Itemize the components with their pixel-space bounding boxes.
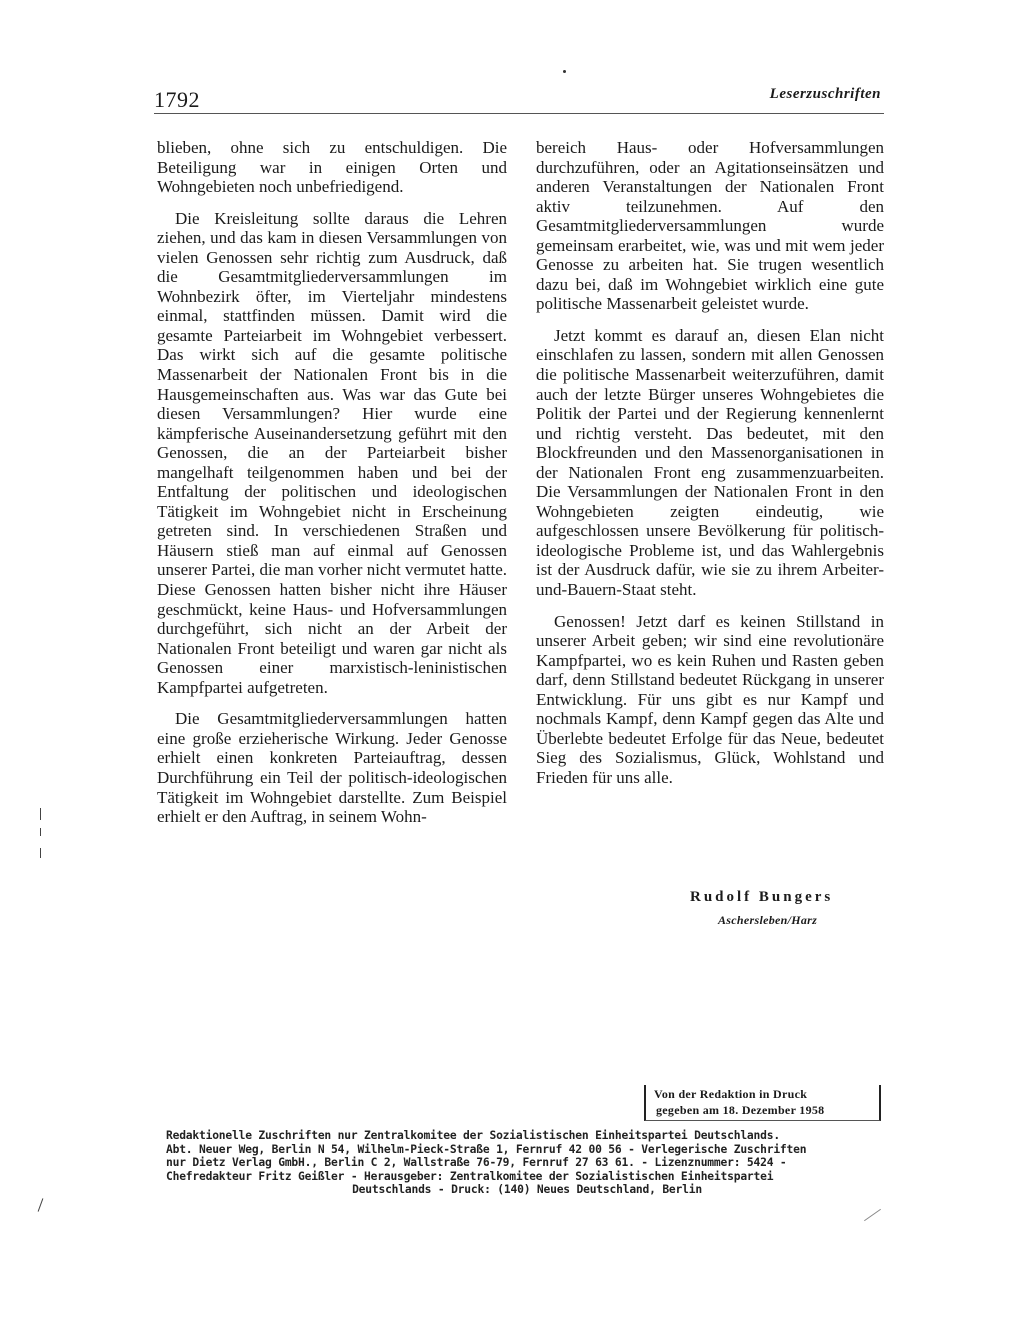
left-text-column <box>157 138 507 827</box>
scan-mark <box>40 828 41 836</box>
paragraph: Die Kreisleitung sollte daraus die Lehren ziehen, und das kam in diesen Versammlungen von vielen Genossen sehr richtig zum Ausdruck, daß die Gesamtmitgliederversammlungen im Wohnbezirk öfter, im Vierteljahr mindestens einmal, stattfinden müssen. Damit wird die gesamte Parteiarbeit im Wohngebiet verbessert. Das wirkt sich auf die gesamte politische Massenarbeit der Nationalen Front bis in die Hausgemeinschaften aus. Was war das Gute bei diesen Versammlungen? Hier wurde eine kämpferische Auseinandersetzung geführt mit den Genossen, die an der Parteiarbeit bisher mangelhaft teilgenommen haben und bei der Entfaltung der politischen und ideologischen Tätigkeit im Wohngebiet nicht in Erscheinung getreten sind. In verschiedenen Straßen und Häusern stieß man auf einmal auf Genossen unserer Partei, die man vorher nicht vermutet hatte. Diese Genossen hatten bisher nicht ihre Häuser geschmückt, keine Haus- und Hofversammlungen durchgeführt, sich nicht an der Arbeit der Nationalen Front beteiligt und waren gar nicht als Genossen einer marxistisch-leninistischen Kampfpartei aufgetreten. <box>157 208 507 697</box>
imprint-line: Deutschlands - Druck: (140) Neues Deutschland, Berlin <box>352 1183 702 1196</box>
scan-mark <box>40 848 41 858</box>
imprint-line: Abt. Neuer Weg, Berlin N 54, Wilhelm-Pieck-Straße 1, Fernruf 42 00 56 - Verlegerische Zuschriften <box>166 1142 807 1156</box>
imprint-line: Redaktionelle Zuschriften nur Zentralkomitee der Sozialistischen Einheitspartei Deutschlands. <box>166 1129 780 1142</box>
print-notice-line: gegeben am 18. Dezember 1958 <box>656 1103 825 1117</box>
scan-mark <box>864 1209 881 1221</box>
imprint-line: Chefredakteur Fritz Geißler - Herausgeber: Zentralkomitee der Sozialistischen Einheitspartei <box>166 1169 774 1183</box>
right-text-column <box>536 138 884 800</box>
scan-mark <box>40 808 41 820</box>
paragraph: blieben, ohne sich zu entschuldigen. Die Beteiligung war in einigen Orten und Wohngebieten noch unbefriedigend. <box>157 138 507 197</box>
header-divider <box>154 113 884 114</box>
author-signature: Rudolf Bungers <box>690 889 834 905</box>
print-notice-line: Von der Redaktion in Druck <box>654 1087 808 1101</box>
section-title: Leserzuschriften <box>769 86 881 102</box>
paragraph: Genossen! Jetzt darf es keinen Stillstand in unserer Arbeit geben; wir sind eine revolutionäre Kampfpartei, wo es kein Ruhen und Rasten geben darf, denn Stillstand bedeutet Rückgang in unserer Entwicklung. Für uns gibt es nur Kampf und nochmals Kampf, denn Kampf gegen das Alte und Überlebte bedeutet Erfolge für das Neue, bedeutet Sieg des Sozialismus, Glück, Wohlstand und Frieden für uns alle. <box>536 611 884 787</box>
publisher-imprint <box>166 1129 888 1197</box>
scan-mark <box>38 1198 44 1211</box>
author-location: Aschersleben/Harz <box>718 913 818 927</box>
print-date-notice <box>644 1085 881 1121</box>
page-number: 1792 <box>154 87 200 112</box>
paragraph: Die Gesamtmitgliederversammlungen hatten eine große erzieherische Wirkung. Jeder Genosse erhielt einen konkreten Parteiauftrag, dessen Durchführung ein Teil der politisch-ideologischen Tätigkeit im Wohngebiet darstellte. Zum Beispiel erhielt er den Auftrag, in seinem Wohn- <box>157 709 507 827</box>
scan-speck <box>563 70 566 73</box>
paragraph: Jetzt kommt es darauf an, diesen Elan nicht einschlafen zu lassen, sondern mit allen Genossen die politische Massenarbeit weiterzuführen, damit auch der letzte Bürger unseres Wohngebietes die Politik der Partei und der Regierung kennenlernt und richtig versteht. Das bedeutet, mit den Blockfreunden und den Massenorganisationen in der Nationalen Front eng zusammenzuarbeiten. Die Versammlungen der Nationalen Front in den Wohngebieten zeigten eindeutig, wie aufgeschlossen unsere Bevölkerung für politisch-ideologische Probleme ist, und das Wahlergebnis ist der Ausdruck dafür, wie sie zu ihrem Arbeiter-und-Bauern-Staat steht. <box>536 325 884 600</box>
paragraph: bereich Haus- oder Hofversammlungen durchzuführen, oder an Agitationseinsätzen und anderen Veranstaltungen der Nationalen Front aktiv teilzunehmen. Auf den Gesamtmitgliederversammlungen wurde gemeinsam erarbeitet, wie, was und mit wem jeder Genosse zu arbeiten hat. Sie trugen wesentlich dazu bei, daß im Wohngebiet wirklich eine gute politische Massenarbeit geleistet wurde. <box>536 138 884 314</box>
imprint-line: nur Dietz Verlag GmbH., Berlin C 2, Wallstraße 76-79, Fernruf 27 63 61. - Lizenznummer: 5424 - <box>166 1156 787 1169</box>
